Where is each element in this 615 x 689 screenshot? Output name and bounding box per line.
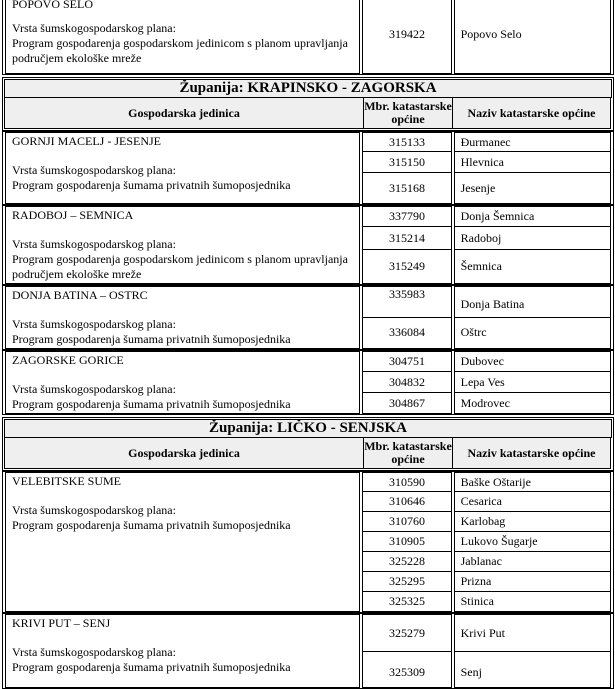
unit-name: POPOVO SELO [12,0,94,11]
unit-name: DONJA BATINA – OSTRC [12,288,148,302]
cadastral-number: 315249 [362,250,451,284]
plan-type-value: Program gospodarenja šumama privatnih šumoposjednika [12,660,291,674]
cadastral-name: Cesarica [454,492,611,512]
plan-type-value: Program gospodarenja gospodarskom jedinicom s planom upravljanja područjem ekološke mreže [12,252,348,281]
unit-table-donja-batina-ostrc [2,285,614,350]
cadastral-name: Radoboj [454,227,611,249]
county-header-licko-senjska [2,417,614,471]
cadastral-name: Karlobag [454,512,611,532]
table-row [5,286,611,318]
cadastral-name: Baške Oštarije [454,472,611,492]
plan-type-value: Program gospodarenja šumama privatnih šumoposjednika [12,397,291,411]
cadastral-name: Dubovec [454,351,611,372]
cadastral-name: Donja Batina [454,286,611,318]
table-row [5,351,611,372]
document-page [2,0,614,689]
cadastral-name: Hlevnica [454,152,611,173]
cadastral-name: Oštrc [454,318,611,350]
column-header-cadastral-number: Mbr. katastarske općine [364,438,453,469]
cadastral-number: 325228 [362,552,451,572]
plan-type-value: Program gospodarenja šumama privatnih šumoposjednika [12,178,291,192]
plan-type-value: Program gospodarenja šumama privatnih šumoposjednika [12,518,291,532]
unit-name: VELEBITSKE SUME [12,474,121,488]
unit-cell [5,351,360,414]
unit-table-popovo-selo [2,0,614,75]
unit-cell [5,132,360,204]
column-header-cadastral-name: Naziv katastarske općine [453,438,611,469]
cadastral-number: 304867 [362,393,451,414]
cadastral-number: 319422 [362,0,451,74]
unit-name: GORNJI MACELJ - JESENJE [12,134,162,148]
county-header-krapinsko-zagorska [2,77,614,131]
table-row [5,206,611,227]
cadastral-number: 304751 [362,351,451,372]
unit-cell [5,614,360,688]
unit-table-zagorske-gorice [2,350,614,415]
column-header-cadastral-number: Mbr. katastarske općine [364,98,453,129]
plan-type-value: Program gospodarenja šumama privatnih šumoposjednika [12,332,291,346]
cadastral-number: 325295 [362,572,451,592]
unit-name: KRIVI PUT – SENJ [12,616,111,630]
table-row [5,132,611,152]
cadastral-number: 325279 [362,614,451,652]
cadastral-number: 310590 [362,472,451,492]
cadastral-name: Modrovec [454,393,611,414]
plan-type-label: Vrsta šumskogospodarskog plana: [12,317,176,331]
cadastral-number: 335983 [362,286,451,318]
cadastral-number: 337790 [362,206,451,227]
cadastral-number: 310646 [362,492,451,512]
cadastral-name: Senj [454,652,611,688]
unit-table-velebitske-sume [2,471,614,613]
cadastral-name: Lepa Ves [454,372,611,393]
cadastral-number: 315168 [362,173,451,204]
table-row [5,0,611,74]
county-title: Županija: LIČKO - SENJSKA [4,419,612,438]
unit-cell [5,0,360,74]
plan-type-label: Vrsta šumskogospodarskog plana: [12,382,176,396]
county-title: Županija: KRAPINSKO - ZAGORSKA [4,79,612,98]
unit-cell [5,206,360,284]
cadastral-number: 315214 [362,227,451,249]
table-row [5,472,611,492]
plan-type-value: Program gospodarenja gospodarskom jedinicom s planom upravljanja područjem ekološke mreže [12,36,348,65]
plan-type-label: Vrsta šumskogospodarskog plana: [12,503,176,517]
plan-type-label: Vrsta šumskogospodarskog plana: [12,163,176,177]
cadastral-number: 304832 [362,372,451,393]
cadastral-number: 315150 [362,152,451,173]
cadastral-number: 325325 [362,592,451,612]
cadastral-name: Krivi Put [454,614,611,652]
unit-cell [5,286,360,349]
cadastral-name: Prizna [454,572,611,592]
unit-table-radoboj-semnica [2,205,614,285]
unit-cell [5,472,360,612]
cadastral-name: Lukovo Šugarje [454,532,611,552]
cadastral-number: 315133 [362,132,451,152]
cadastral-number: 325309 [362,652,451,688]
unit-table-krivi-put-senj [2,613,614,689]
column-header-cadastral-name: Naziv katastarske općine [453,98,611,129]
plan-type-label: Vrsta šumskogospodarskog plana: [12,21,176,35]
column-headers [4,438,612,469]
plan-type-label: Vrsta šumskogospodarskog plana: [12,645,176,659]
cadastral-name: Šemnica [454,250,611,284]
cadastral-name: Donja Šemnica [454,206,611,227]
cadastral-name: Đurmanec [454,132,611,152]
cadastral-name: Popovo Selo [454,0,611,74]
table-row [5,614,611,652]
unit-table-gornji-macelj-jesenje [2,131,614,205]
cadastral-name: Jesenje [454,173,611,204]
cadastral-name: Jablanac [454,552,611,572]
cadastral-number: 310760 [362,512,451,532]
cadastral-name: Stinica [454,592,611,612]
plan-type-label: Vrsta šumskogospodarskog plana: [12,237,176,251]
unit-name: ZAGORSKE GORICE [12,353,124,367]
unit-name: RADOBOJ – SEMNICA [12,208,134,222]
column-header-unit: Gospodarska jedinica [4,98,364,129]
cadastral-number: 310905 [362,532,451,552]
column-header-unit: Gospodarska jedinica [4,438,364,469]
column-headers [4,98,612,129]
cadastral-number: 336084 [362,318,451,350]
